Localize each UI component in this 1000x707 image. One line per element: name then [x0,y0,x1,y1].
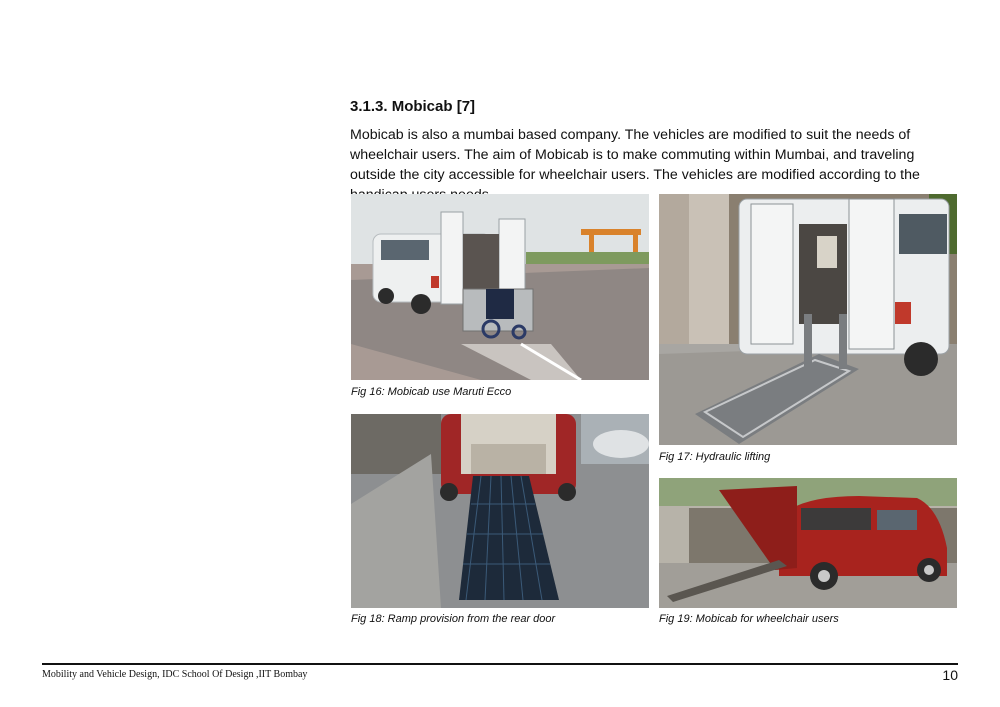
footer-divider [42,663,958,665]
footer-title: Mobility and Vehicle Design, IDC School Of Design ,IIT Bombay [42,669,308,680]
section-heading: 3.1.3. Mobicab [7] [350,98,476,115]
figure-16-photo [351,194,649,380]
page-number: 10 [942,667,958,683]
figure-16-caption: Fig 16: Mobicab use Maruti Ecco [351,386,512,398]
figure-18-photo [351,414,649,608]
figure-17-photo [659,194,957,445]
figure-17-caption: Fig 17: Hydraulic lifting [659,451,771,463]
figure-19-caption: Fig 19: Mobicab for wheelchair users [659,613,839,625]
figure-18-caption: Fig 18: Ramp provision from the rear door [351,613,556,625]
section-body: Mobicab is also a mumbai based company. The vehicles are modified to suit the needs of wheelchair users. The aim of Mobicab is to make commuting within Mumbai, and traveling outside the city accessible for wheelchair users. The vehicles are modified according to the [350,127,920,183]
figure-19-photo [659,478,957,608]
